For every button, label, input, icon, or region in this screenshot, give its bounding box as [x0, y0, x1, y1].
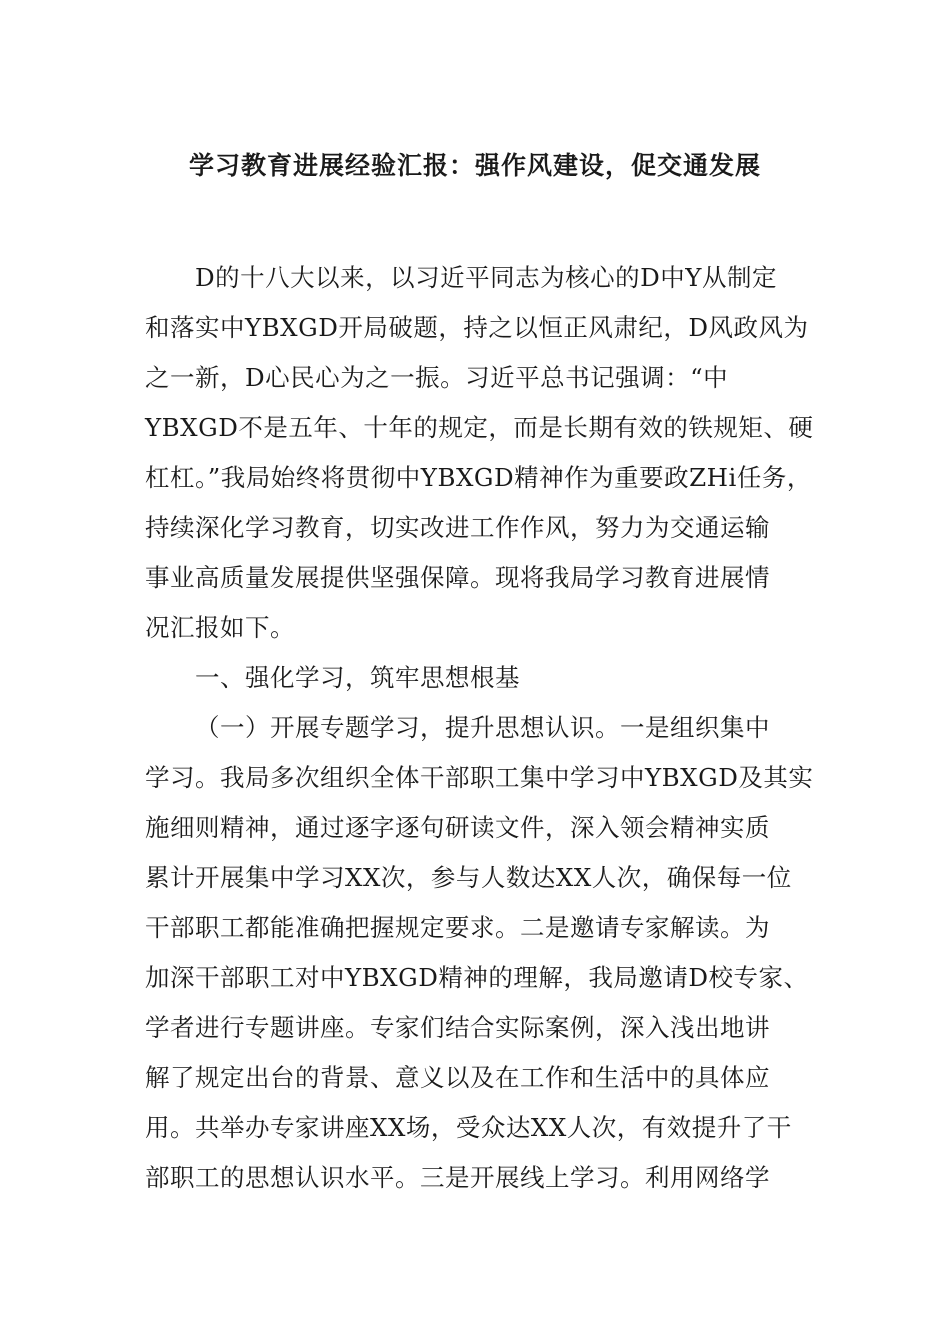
paragraph-3-line-10: 部职工的思想认识水平。三是开展线上学习。利用网络学 [145, 1163, 770, 1192]
paragraph-3-line-2: 学习。我局多次组织全体干部职工集中学习中YBXGD及其实 [145, 763, 814, 792]
paragraph-1-line-5: 杠杠。”我局始终将贯彻中YBXGD精神作为重要政ZHi任务， [145, 463, 812, 492]
paragraph-3-line-3: 施细则精神，通过逐字逐句研读文件，深入领会精神实质 [145, 813, 770, 842]
document-title: 学习教育进展经验汇报：强作风建设，促交通发展 [188, 151, 761, 180]
paragraph-3-line-6: 加深干部职工对中YBXGD精神的理解，我局邀请D校专家、 [145, 963, 809, 992]
paragraph-1-line-1: D的十八大以来，以习近平同志为核心的D中Y从制定 [195, 263, 777, 292]
paragraph-3-line-8: 解了规定出台的背景、意义以及在工作和生活中的具体应 [145, 1063, 770, 1092]
paragraph-1-line-2: 和落实中YBXGD开局破题，持之以恒正风肃纪，D风政风为 [145, 313, 809, 342]
paragraph-1-line-7: 事业高质量发展提供坚强保障。现将我局学习教育进展情 [145, 563, 770, 592]
paragraph-1-line-6: 持续深化学习教育，切实改进工作作风，努力为交通运输 [145, 513, 770, 542]
paragraph-3-line-1: （一）开展专题学习，提升思想认识。一是组织集中 [195, 713, 770, 742]
paragraph-3-line-4: 累计开展集中学习XX次，参与人数达XX人次，确保每一位 [145, 863, 792, 892]
paragraph-1-line-4: YBXGD不是五年、十年的规定，而是长期有效的铁规矩、硬 [145, 413, 814, 442]
paragraph-1-line-3: 之一新，D心民心为之一振。习近平总书记强调：“中 [145, 363, 729, 392]
section-heading-1: 一、强化学习，筑牢思想根基 [195, 663, 520, 692]
paragraph-3-line-5: 干部职工都能准确把握规定要求。二是邀请专家解读。为 [145, 913, 770, 942]
paragraph-3-line-9: 用。共举办专家讲座XX场，受众达XX人次，有效提升了干 [145, 1113, 792, 1142]
paragraph-1-line-8: 况汇报如下。 [145, 613, 295, 642]
paragraph-3-line-7: 学者进行专题讲座。专家们结合实际案例，深入浅出地讲 [145, 1013, 770, 1042]
